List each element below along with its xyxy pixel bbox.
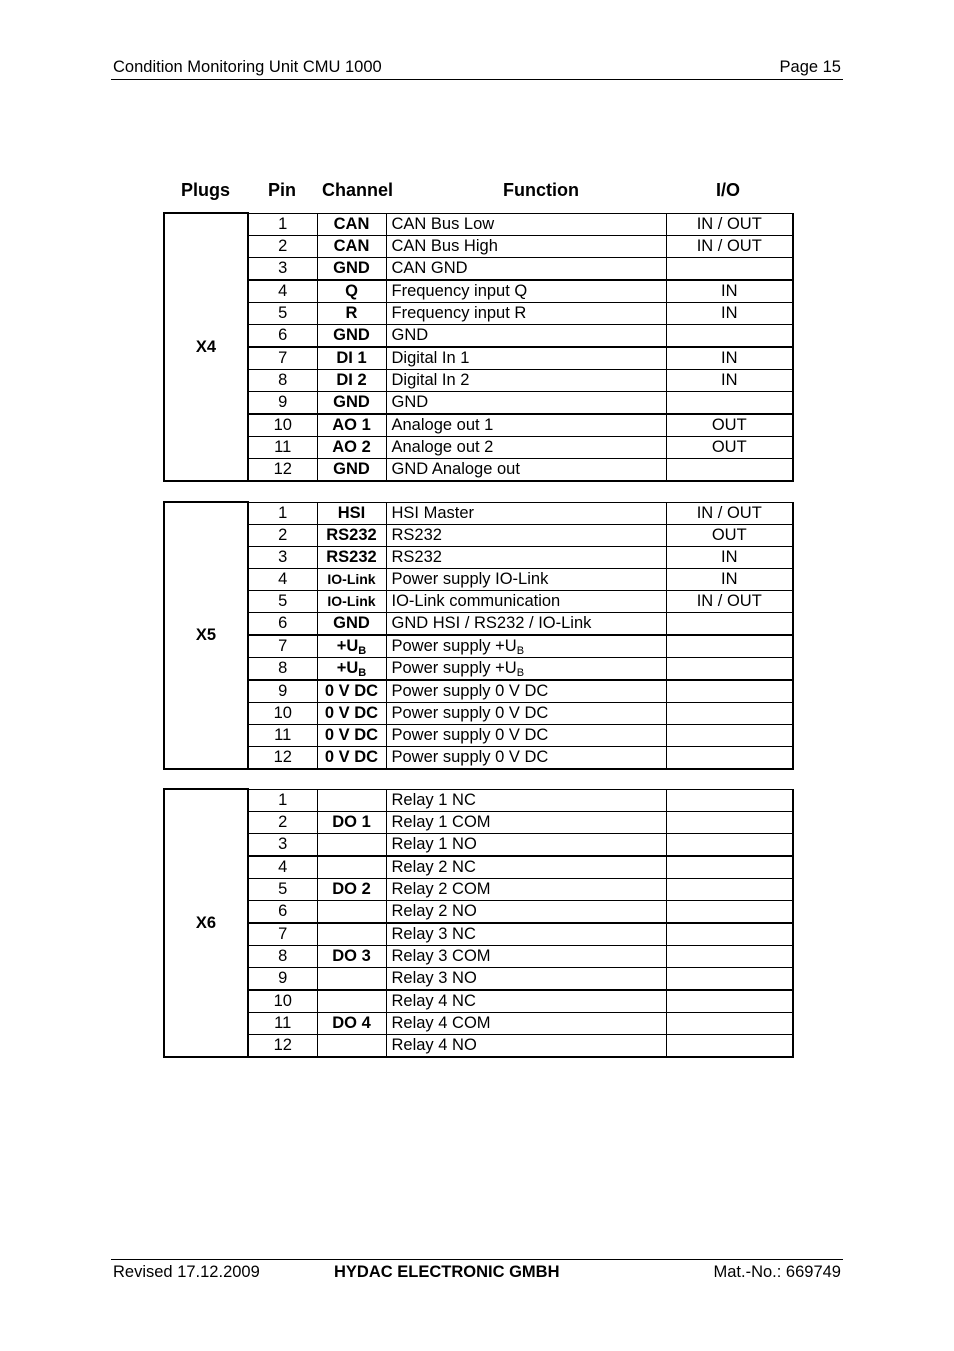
function-cell: GND (386, 324, 666, 347)
table-row (164, 213, 793, 235)
pin-number: 5 (248, 302, 317, 324)
pin-number: 8 (248, 945, 317, 967)
material-number: Mat.-No.: 669749 (713, 1263, 841, 1281)
io-cell (666, 878, 793, 900)
table-row (164, 568, 793, 590)
io-cell (666, 257, 793, 280)
io-cell (666, 746, 793, 769)
channel-cell: DO 3 (317, 945, 386, 967)
function-cell: Digital In 2 (386, 369, 666, 391)
pin-number: 12 (248, 458, 317, 481)
channel-cell (317, 900, 386, 923)
channel-cell: GND (317, 391, 386, 414)
pin-number: 8 (248, 369, 317, 391)
table-row (164, 724, 793, 746)
table-row (164, 590, 793, 612)
io-cell (666, 789, 793, 811)
col-header-pin: Pin (268, 180, 297, 200)
pin-number: 9 (248, 680, 317, 703)
io-cell: IN / OUT (666, 590, 793, 612)
pin-number: 6 (248, 900, 317, 923)
table-row (164, 945, 793, 967)
pin-number: 2 (248, 524, 317, 546)
function-cell: Analoge out 1 (386, 414, 666, 437)
pin-number: 8 (248, 657, 317, 680)
table-row (164, 833, 793, 856)
pin-number: 11 (248, 724, 317, 746)
pin-number: 12 (248, 746, 317, 769)
col-header-function: Function (503, 180, 579, 200)
channel-cell: DI 2 (317, 369, 386, 391)
channel-cell: HSI (317, 502, 386, 524)
channel-cell: AO 2 (317, 436, 386, 458)
function-cell: Relay 1 COM (386, 811, 666, 833)
pin-number: 3 (248, 546, 317, 568)
io-cell (666, 635, 793, 658)
function-cell: GND (386, 391, 666, 414)
io-cell (666, 458, 793, 481)
io-cell (666, 657, 793, 680)
pin-number: 1 (248, 789, 317, 811)
pin-number: 4 (248, 568, 317, 590)
table-row (164, 1034, 793, 1057)
table-row (164, 856, 793, 879)
function-cell: IO-Link communication (386, 590, 666, 612)
channel-cell: 0 V DC (317, 680, 386, 703)
channel-cell (317, 990, 386, 1013)
function-cell: CAN Bus High (386, 235, 666, 257)
io-cell: IN (666, 568, 793, 590)
channel-cell (317, 856, 386, 879)
io-cell (666, 724, 793, 746)
table-row (164, 546, 793, 568)
pin-table-x5 (163, 501, 794, 770)
channel-cell (317, 833, 386, 856)
table-row (164, 1012, 793, 1034)
channel-cell: 0 V DC (317, 724, 386, 746)
table-row (164, 635, 793, 658)
function-cell: HSI Master (386, 502, 666, 524)
channel-cell: RS232 (317, 524, 386, 546)
function-cell: Power supply IO-Link (386, 568, 666, 590)
pin-number: 7 (248, 923, 317, 946)
table-row (164, 302, 793, 324)
channel-cell: IO-Link (317, 568, 386, 590)
table-row (164, 900, 793, 923)
pin-number: 2 (248, 811, 317, 833)
channel-cell: GND (317, 324, 386, 347)
io-cell: IN (666, 546, 793, 568)
function-cell: Relay 2 NC (386, 856, 666, 879)
function-cell: Relay 1 NO (386, 833, 666, 856)
io-cell (666, 702, 793, 724)
table-row (164, 502, 793, 524)
function-cell: Digital In 1 (386, 347, 666, 370)
function-cell: Frequency input Q (386, 280, 666, 303)
pin-number: 1 (248, 213, 317, 235)
function-cell: GND HSI / RS232 / IO-Link (386, 612, 666, 635)
col-header-channel: Channel (322, 180, 394, 200)
col-header-plugs: Plugs (181, 180, 231, 200)
pin-number: 11 (248, 1012, 317, 1034)
channel-cell (317, 635, 386, 658)
pin-number: 5 (248, 590, 317, 612)
pin-number: 2 (248, 235, 317, 257)
io-cell: IN / OUT (666, 235, 793, 257)
col-header-io: I/O (716, 180, 741, 200)
function-cell: CAN Bus Low (386, 213, 666, 235)
io-cell: OUT (666, 524, 793, 546)
io-cell: IN / OUT (666, 213, 793, 235)
table-row (164, 524, 793, 546)
io-cell (666, 612, 793, 635)
function-cell: Relay 1 NC (386, 789, 666, 811)
channel-cell: R (317, 302, 386, 324)
table-row (164, 657, 793, 680)
io-cell (666, 923, 793, 946)
channel-cell (317, 789, 386, 811)
table-row (164, 391, 793, 414)
function-cell: Relay 2 COM (386, 878, 666, 900)
table-row (164, 235, 793, 257)
channel-cell: GND (317, 458, 386, 481)
table-row (164, 436, 793, 458)
function-cell: Analoge out 2 (386, 436, 666, 458)
channel-cell: AO 1 (317, 414, 386, 437)
channel-cell: 0 V DC (317, 702, 386, 724)
function-cell: RS232 (386, 524, 666, 546)
pin-number: 11 (248, 436, 317, 458)
io-cell (666, 680, 793, 703)
channel-cell: DO 1 (317, 811, 386, 833)
pin-number: 9 (248, 967, 317, 990)
page-header (111, 57, 843, 80)
pin-table-x4 (163, 212, 794, 482)
function-cell: Relay 3 NO (386, 967, 666, 990)
io-cell (666, 990, 793, 1013)
channel-cell: 0 V DC (317, 746, 386, 769)
table-row (164, 458, 793, 481)
channel-cell: CAN (317, 213, 386, 235)
io-cell: IN (666, 369, 793, 391)
channel-cell: CAN (317, 235, 386, 257)
function-cell: Power supply 0 V DC (386, 702, 666, 724)
io-cell: OUT (666, 414, 793, 437)
function-cell: Power supply 0 V DC (386, 746, 666, 769)
pin-number: 12 (248, 1034, 317, 1057)
table-row (164, 990, 793, 1013)
function-cell-subscript: B (516, 667, 525, 679)
pin-table-x6 (163, 788, 794, 1058)
io-cell (666, 324, 793, 347)
table-row (164, 746, 793, 769)
function-cell: Relay 2 NO (386, 900, 666, 923)
table-row (164, 702, 793, 724)
io-cell: IN (666, 302, 793, 324)
function-cell: Relay 4 COM (386, 1012, 666, 1034)
channel-cell: Q (317, 280, 386, 303)
function-cell-text: Power supply +U (391, 659, 517, 677)
function-cell (386, 635, 666, 658)
pin-number: 10 (248, 990, 317, 1013)
plug-label: X4 (164, 213, 248, 481)
pin-number: 3 (248, 833, 317, 856)
io-cell (666, 1012, 793, 1034)
function-cell: Power supply 0 V DC (386, 724, 666, 746)
pin-number: 7 (248, 347, 317, 370)
company-name: HYDAC ELECTRONIC GMBH (334, 1263, 560, 1281)
io-cell: IN (666, 347, 793, 370)
io-cell: OUT (666, 436, 793, 458)
function-cell: CAN GND (386, 257, 666, 280)
io-cell (666, 833, 793, 856)
table-row (164, 811, 793, 833)
channel-cell-text: +U (336, 637, 359, 655)
io-cell (666, 1034, 793, 1057)
function-cell: Power supply 0 V DC (386, 680, 666, 703)
table-row (164, 612, 793, 635)
page-number: Page 15 (779, 58, 841, 76)
table-row (164, 280, 793, 303)
io-cell (666, 856, 793, 879)
io-cell (666, 945, 793, 967)
pin-number: 10 (248, 414, 317, 437)
table-row (164, 923, 793, 946)
pin-number: 10 (248, 702, 317, 724)
function-cell: Relay 3 COM (386, 945, 666, 967)
pin-number: 1 (248, 502, 317, 524)
table-row (164, 324, 793, 347)
document-title: Condition Monitoring Unit CMU 1000 (113, 58, 382, 76)
io-cell (666, 391, 793, 414)
channel-cell: RS232 (317, 546, 386, 568)
table-row (164, 789, 793, 811)
channel-cell (317, 657, 386, 680)
channel-cell: DI 1 (317, 347, 386, 370)
pin-number: 4 (248, 280, 317, 303)
table-row (164, 878, 793, 900)
function-cell: RS232 (386, 546, 666, 568)
channel-cell-subscript: B (358, 667, 367, 679)
pin-number: 4 (248, 856, 317, 879)
io-cell: IN / OUT (666, 502, 793, 524)
channel-cell (317, 923, 386, 946)
pin-number: 9 (248, 391, 317, 414)
plug-label: X6 (164, 789, 248, 1057)
page-footer (111, 1259, 843, 1286)
channel-cell: DO 4 (317, 1012, 386, 1034)
channel-cell (317, 1034, 386, 1057)
table-row (164, 414, 793, 437)
table-row (164, 257, 793, 280)
channel-cell: GND (317, 257, 386, 280)
function-cell: Relay 4 NO (386, 1034, 666, 1057)
pin-number: 6 (248, 324, 317, 347)
function-cell-text: Power supply +U (391, 637, 517, 655)
channel-cell: GND (317, 612, 386, 635)
function-cell (386, 657, 666, 680)
channel-cell-subscript: B (358, 645, 367, 657)
io-cell: IN (666, 280, 793, 303)
pin-number: 3 (248, 257, 317, 280)
pin-number: 7 (248, 635, 317, 658)
function-cell: GND Analoge out (386, 458, 666, 481)
function-cell: Relay 3 NC (386, 923, 666, 946)
channel-cell (317, 967, 386, 990)
pin-number: 6 (248, 612, 317, 635)
channel-cell: DO 2 (317, 878, 386, 900)
channel-cell-text: +U (336, 659, 359, 677)
function-cell-subscript: B (516, 645, 525, 657)
channel-cell: IO-Link (317, 590, 386, 612)
revision-date: Revised 17.12.2009 (113, 1263, 260, 1281)
table-row (164, 347, 793, 370)
pin-number: 5 (248, 878, 317, 900)
table-row (164, 369, 793, 391)
function-cell: Relay 4 NC (386, 990, 666, 1013)
table-row (164, 967, 793, 990)
table-row (164, 680, 793, 703)
io-cell (666, 967, 793, 990)
io-cell (666, 811, 793, 833)
plug-label: X5 (164, 502, 248, 769)
function-cell: Frequency input R (386, 302, 666, 324)
io-cell (666, 900, 793, 923)
